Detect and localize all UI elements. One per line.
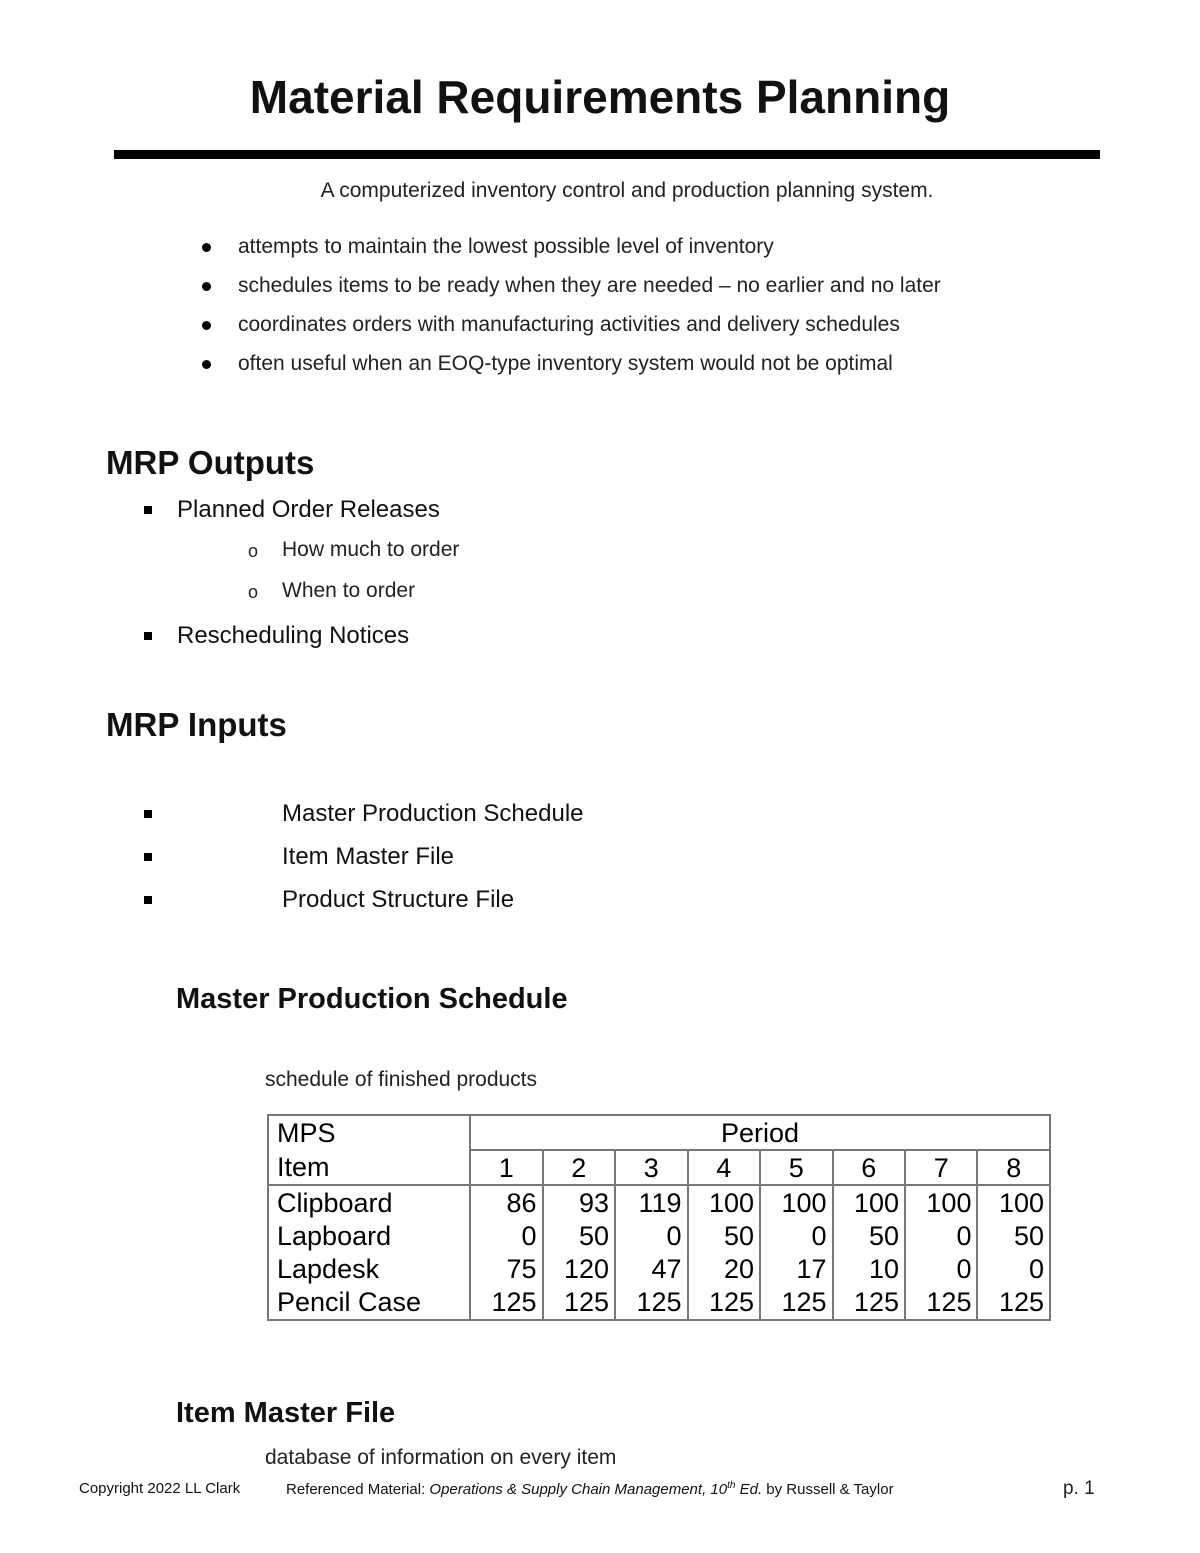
item-master-description: database of information on every item bbox=[265, 1446, 617, 1469]
period-number: 3 bbox=[615, 1150, 687, 1185]
table-cell: 0 bbox=[470, 1219, 542, 1252]
table-cell: 20 bbox=[688, 1253, 760, 1286]
table-cell: 0 bbox=[905, 1219, 977, 1252]
title-rule bbox=[114, 150, 1100, 159]
table-corner-top: MPS bbox=[268, 1115, 470, 1150]
table-cell: 125 bbox=[760, 1286, 832, 1320]
list-item: attempts to maintain the lowest possible level of inventory bbox=[200, 230, 941, 269]
square-bullet-icon bbox=[144, 810, 152, 818]
circle-bullet-icon: o bbox=[248, 541, 259, 561]
period-number: 8 bbox=[977, 1150, 1050, 1185]
list-item: schedules items to be ready when they are needed – no earlier and no later bbox=[200, 269, 941, 308]
page-number: p. 1 bbox=[1063, 1478, 1095, 1499]
mps-description: schedule of finished products bbox=[265, 1068, 538, 1091]
bullet-icon bbox=[202, 282, 211, 291]
period-number: 7 bbox=[905, 1150, 977, 1185]
table-cell: 47 bbox=[615, 1253, 687, 1286]
bullet-icon bbox=[202, 243, 211, 252]
input-product-structure: Product Structure File bbox=[282, 886, 515, 913]
period-number: 4 bbox=[688, 1150, 760, 1185]
table-row bbox=[268, 1150, 1050, 1185]
table-cell: 0 bbox=[905, 1253, 977, 1286]
footer-copyright: Copyright 2022 LL Clark bbox=[79, 1480, 241, 1497]
table-cell: 125 bbox=[688, 1286, 760, 1320]
table-cell: 0 bbox=[977, 1253, 1050, 1286]
table-cell: 0 bbox=[760, 1219, 832, 1252]
table-cell: 125 bbox=[543, 1286, 615, 1320]
item-name: Lapboard bbox=[268, 1219, 470, 1252]
mps-heading: Master Production Schedule bbox=[176, 983, 568, 1015]
table-cell: 125 bbox=[615, 1286, 687, 1320]
table-cell: 0 bbox=[615, 1219, 687, 1252]
circle-bullet-icon: o bbox=[248, 582, 259, 602]
document-title: Material Requirements Planning bbox=[249, 71, 951, 123]
table-cell: 86 bbox=[470, 1185, 542, 1219]
list-item: coordinates orders with manufacturing activities and delivery schedules bbox=[200, 308, 941, 347]
subtitle: A computerized inventory control and production planning system. bbox=[320, 179, 934, 202]
square-bullet-icon bbox=[144, 632, 152, 640]
table-row bbox=[268, 1253, 1050, 1286]
table-row bbox=[268, 1185, 1050, 1219]
item-name: Clipboard bbox=[268, 1185, 470, 1219]
input-item-master: Item Master File bbox=[282, 843, 455, 870]
table-cell: 119 bbox=[615, 1185, 687, 1219]
bullet-icon bbox=[202, 360, 211, 369]
table-cell: 125 bbox=[905, 1286, 977, 1320]
table-cell: 50 bbox=[833, 1219, 905, 1252]
table-cell: 100 bbox=[688, 1185, 760, 1219]
period-header: Period bbox=[470, 1115, 1050, 1150]
period-number: 6 bbox=[833, 1150, 905, 1185]
output-planned-order-releases: Planned Order Releases bbox=[177, 496, 440, 523]
table-cell: 100 bbox=[905, 1185, 977, 1219]
inputs-heading: MRP Inputs bbox=[106, 706, 287, 743]
table-cell: 17 bbox=[760, 1253, 832, 1286]
table-cell: 125 bbox=[833, 1286, 905, 1320]
item-name: Pencil Case bbox=[268, 1286, 470, 1320]
table-cell: 10 bbox=[833, 1253, 905, 1286]
item-master-heading: Item Master File bbox=[176, 1397, 396, 1429]
list-item: often useful when an EOQ-type inventory system would not be optimal bbox=[200, 347, 941, 386]
table-cell: 50 bbox=[977, 1219, 1050, 1252]
table-row bbox=[268, 1286, 1050, 1320]
square-bullet-icon bbox=[144, 853, 152, 861]
subitem-when: When to order bbox=[282, 579, 416, 602]
table-cell: 75 bbox=[470, 1253, 542, 1286]
footer-reference: Referenced Material: Operations & Supply Chain Management, 10th Ed. by Russell & Taylor bbox=[286, 1480, 894, 1498]
subitem-how-much: How much to order bbox=[282, 538, 460, 561]
input-mps: Master Production Schedule bbox=[282, 800, 584, 827]
period-number: 1 bbox=[470, 1150, 542, 1185]
table-cell: 120 bbox=[543, 1253, 615, 1286]
table-row bbox=[268, 1115, 1050, 1150]
outputs-heading: MRP Outputs bbox=[106, 444, 315, 481]
period-number: 5 bbox=[760, 1150, 832, 1185]
table-cell: 100 bbox=[833, 1185, 905, 1219]
intro-bullet-list bbox=[200, 230, 941, 386]
item-name: Lapdesk bbox=[268, 1253, 470, 1286]
table-cell: 100 bbox=[977, 1185, 1050, 1219]
table-corner-bottom: Item bbox=[268, 1150, 470, 1185]
period-number: 2 bbox=[543, 1150, 615, 1185]
mps-table bbox=[267, 1114, 1051, 1321]
table-cell: 50 bbox=[688, 1219, 760, 1252]
output-rescheduling-notices: Rescheduling Notices bbox=[177, 622, 410, 649]
square-bullet-icon bbox=[144, 506, 152, 514]
table-cell: 125 bbox=[470, 1286, 542, 1320]
table-row bbox=[268, 1219, 1050, 1252]
table-cell: 50 bbox=[543, 1219, 615, 1252]
table-cell: 125 bbox=[977, 1286, 1050, 1320]
table-cell: 100 bbox=[760, 1185, 832, 1219]
square-bullet-icon bbox=[144, 896, 152, 904]
bullet-icon bbox=[202, 321, 211, 330]
table-cell: 93 bbox=[543, 1185, 615, 1219]
